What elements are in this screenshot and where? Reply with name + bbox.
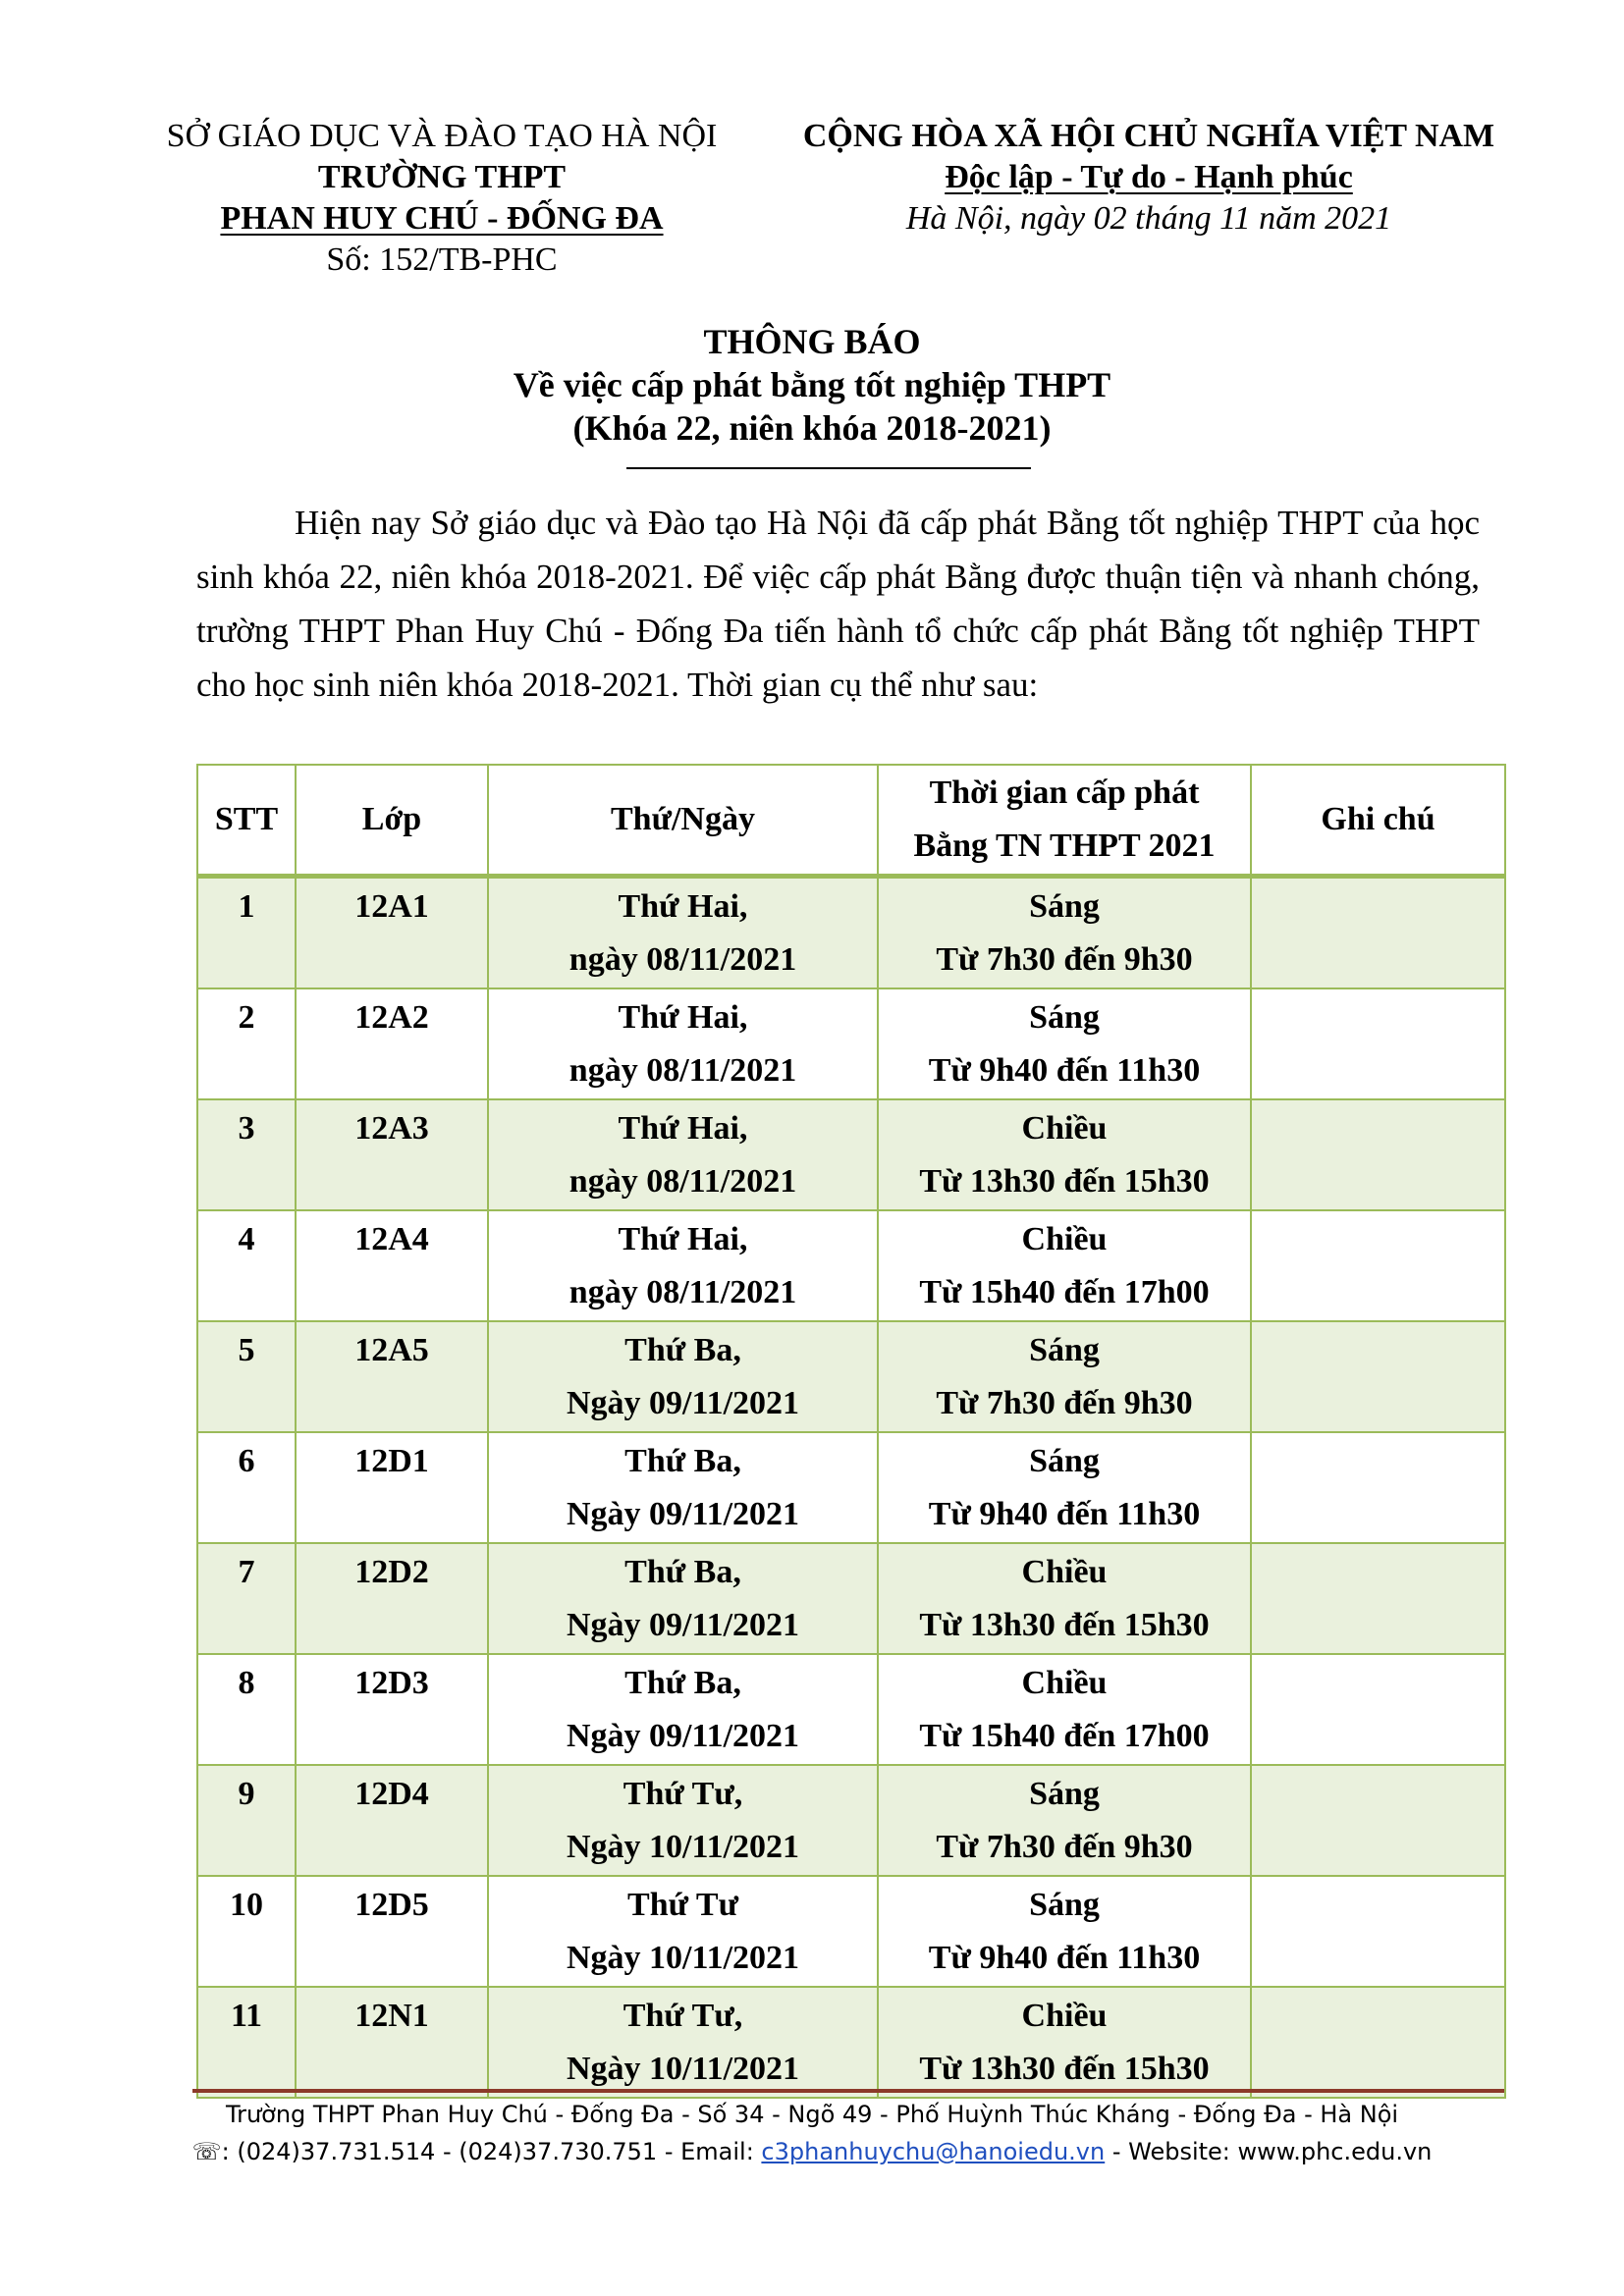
- cell-day-date: Thứ Tư, Ngày 10/11/2021: [488, 1987, 878, 2098]
- cell-day-date: Thứ Ba, Ngày 09/11/2021: [488, 1654, 878, 1765]
- title-line-3: (Khóa 22, niên khóa 2018-2021): [572, 408, 1052, 448]
- cell-notes: [1251, 1765, 1505, 1876]
- table-row: [197, 1432, 1505, 1543]
- cell-class: 12D2: [296, 1543, 488, 1654]
- table-row: [197, 1876, 1505, 1987]
- cell-notes: [1251, 1987, 1505, 2098]
- table-row: [197, 988, 1505, 1099]
- contact-suffix: - Website: www.phc.edu.vn: [1105, 2138, 1433, 2165]
- cell-stt: 3: [197, 1099, 296, 1210]
- cell-notes: [1251, 1210, 1505, 1321]
- cell-notes: [1251, 1654, 1505, 1765]
- cell-time: Sáng Từ 9h40 đến 11h30: [878, 988, 1251, 1099]
- cell-class: 12A4: [296, 1210, 488, 1321]
- cell-stt: 7: [197, 1543, 296, 1654]
- cell-notes: [1251, 1876, 1505, 1987]
- cell-day-date: Thứ Ba, Ngày 09/11/2021: [488, 1321, 878, 1432]
- cell-day-date: Thứ Hai, ngày 08/11/2021: [488, 988, 878, 1099]
- table-row: [197, 1654, 1505, 1765]
- cell-time: Chiều Từ 15h40 đến 17h00: [878, 1210, 1251, 1321]
- header-stt: STT: [197, 765, 296, 877]
- table-row: [197, 1099, 1505, 1210]
- table-row: [197, 1210, 1505, 1321]
- cell-class: 12A1: [296, 877, 488, 989]
- cell-stt: 11: [197, 1987, 296, 2098]
- title-divider: [626, 467, 1031, 469]
- header-day-date: Thứ/Ngày: [488, 765, 878, 877]
- body-paragraph: Hiện nay Sở giáo dục và Đào tạo Hà Nội đã cấp phát Bằng tốt nghiệp THPT của học sinh khóa 22, niên khóa 2018-2021. Để việc cấp phát Bằng được thuận tiện và nhanh chóng, trường THPT Phan Huy Chú - Đống Đa tiến hành tổ chức cấp phát Bằng tốt nghiệp THPT cho học sinh niên khóa 2018-2021. Thời gian cụ thể như sau:: [196, 504, 1480, 704]
- cell-day-date: Thứ Tư, Ngày 10/11/2021: [488, 1765, 878, 1876]
- table-header-row: [197, 765, 1505, 877]
- cell-stt: 1: [197, 877, 296, 989]
- cell-day-date: Thứ Tư Ngày 10/11/2021: [488, 1876, 878, 1987]
- title-line-2: Về việc cấp phát bằng tốt nghiệp THPT: [513, 365, 1111, 404]
- cell-time: Chiều Từ 13h30 đến 15h30: [878, 1099, 1251, 1210]
- table-row: [197, 1543, 1505, 1654]
- country-name: CỘNG HÒA XÃ HỘI CHỦ NGHĨA VIỆT NAM: [802, 118, 1495, 154]
- cell-class: 12N1: [296, 1987, 488, 2098]
- table-row: [197, 1765, 1505, 1876]
- contact-prefix: : (024)37.731.514 - (024)37.730.751 - Email:: [221, 2138, 762, 2165]
- cell-notes: [1251, 877, 1505, 989]
- cell-day-date: Thứ Hai, ngày 08/11/2021: [488, 1099, 878, 1210]
- footer-address: Trường THPT Phan Huy Chú - Đống Đa - Số 34 - Ngõ 49 - Phố Huỳnh Thúc Kháng - Đống Đa - Hà Nội: [225, 2101, 1399, 2128]
- cell-class: 12D3: [296, 1654, 488, 1765]
- announcement-body: [196, 496, 1480, 712]
- footer-contact: [0, 2138, 1624, 2165]
- cell-stt: 8: [197, 1654, 296, 1765]
- header-class: Lớp: [296, 765, 488, 877]
- cell-stt: 6: [197, 1432, 296, 1543]
- table-row: [197, 1987, 1505, 2098]
- school-type: TRƯỜNG THPT: [317, 159, 567, 195]
- cell-time: Sáng Từ 7h30 đến 9h30: [878, 1765, 1251, 1876]
- table-row: [197, 877, 1505, 989]
- cell-class: 12A5: [296, 1321, 488, 1432]
- cell-stt: 5: [197, 1321, 296, 1432]
- cell-time: Sáng Từ 7h30 đến 9h30: [878, 877, 1251, 989]
- cell-time: Chiều Từ 13h30 đến 15h30: [878, 1543, 1251, 1654]
- title-line-1: THÔNG BÁO: [703, 322, 921, 361]
- email-link[interactable]: c3phanhuychu@hanoiedu.vn: [761, 2138, 1106, 2165]
- cell-day-date: Thứ Ba, Ngày 09/11/2021: [488, 1432, 878, 1543]
- cell-day-date: Thứ Hai, ngày 08/11/2021: [488, 1210, 878, 1321]
- cell-time: Chiều Từ 15h40 đến 17h00: [878, 1654, 1251, 1765]
- phone-icon: ☏: [191, 2138, 222, 2165]
- document-number: Số: 152/TB-PHC: [326, 241, 558, 278]
- cell-class: 12D4: [296, 1765, 488, 1876]
- cell-notes: [1251, 1321, 1505, 1432]
- cell-stt: 2: [197, 988, 296, 1099]
- header-notes: Ghi chú: [1251, 765, 1505, 877]
- issuer-block: [137, 116, 746, 281]
- cell-day-date: Thứ Ba, Ngày 09/11/2021: [488, 1543, 878, 1654]
- table-row: [197, 1321, 1505, 1432]
- footer-divider: [192, 2089, 1504, 2093]
- document-title: [0, 320, 1624, 450]
- header-time: Thời gian cấp phát Bằng TN THPT 2021: [878, 765, 1251, 877]
- national-motto-block: [776, 116, 1522, 240]
- cell-notes: [1251, 1432, 1505, 1543]
- schedule-table: [196, 764, 1506, 2099]
- cell-class: 12D1: [296, 1432, 488, 1543]
- department-name: SỞ GIÁO DỤC VÀ ĐÀO TẠO HÀ NỘI: [166, 118, 718, 154]
- issue-date: Hà Nội, ngày 02 tháng 11 năm 2021: [905, 200, 1392, 237]
- cell-time: Sáng Từ 9h40 đến 11h30: [878, 1432, 1251, 1543]
- cell-notes: [1251, 988, 1505, 1099]
- cell-time: Sáng Từ 9h40 đến 11h30: [878, 1876, 1251, 1987]
- cell-notes: [1251, 1099, 1505, 1210]
- cell-notes: [1251, 1543, 1505, 1654]
- cell-stt: 9: [197, 1765, 296, 1876]
- cell-stt: 10: [197, 1876, 296, 1987]
- cell-time: Sáng Từ 7h30 đến 9h30: [878, 1321, 1251, 1432]
- cell-class: 12D5: [296, 1876, 488, 1987]
- motto: Độc lập - Tự do - Hạnh phúc: [945, 159, 1353, 195]
- cell-day-date: Thứ Hai, ngày 08/11/2021: [488, 877, 878, 989]
- cell-time: Chiều Từ 13h30 đến 15h30: [878, 1987, 1251, 2098]
- table-body: [197, 877, 1505, 2099]
- school-name: PHAN HUY CHÚ - ĐỐNG ĐA: [220, 200, 664, 237]
- cell-class: 12A2: [296, 988, 488, 1099]
- cell-stt: 4: [197, 1210, 296, 1321]
- cell-class: 12A3: [296, 1099, 488, 1210]
